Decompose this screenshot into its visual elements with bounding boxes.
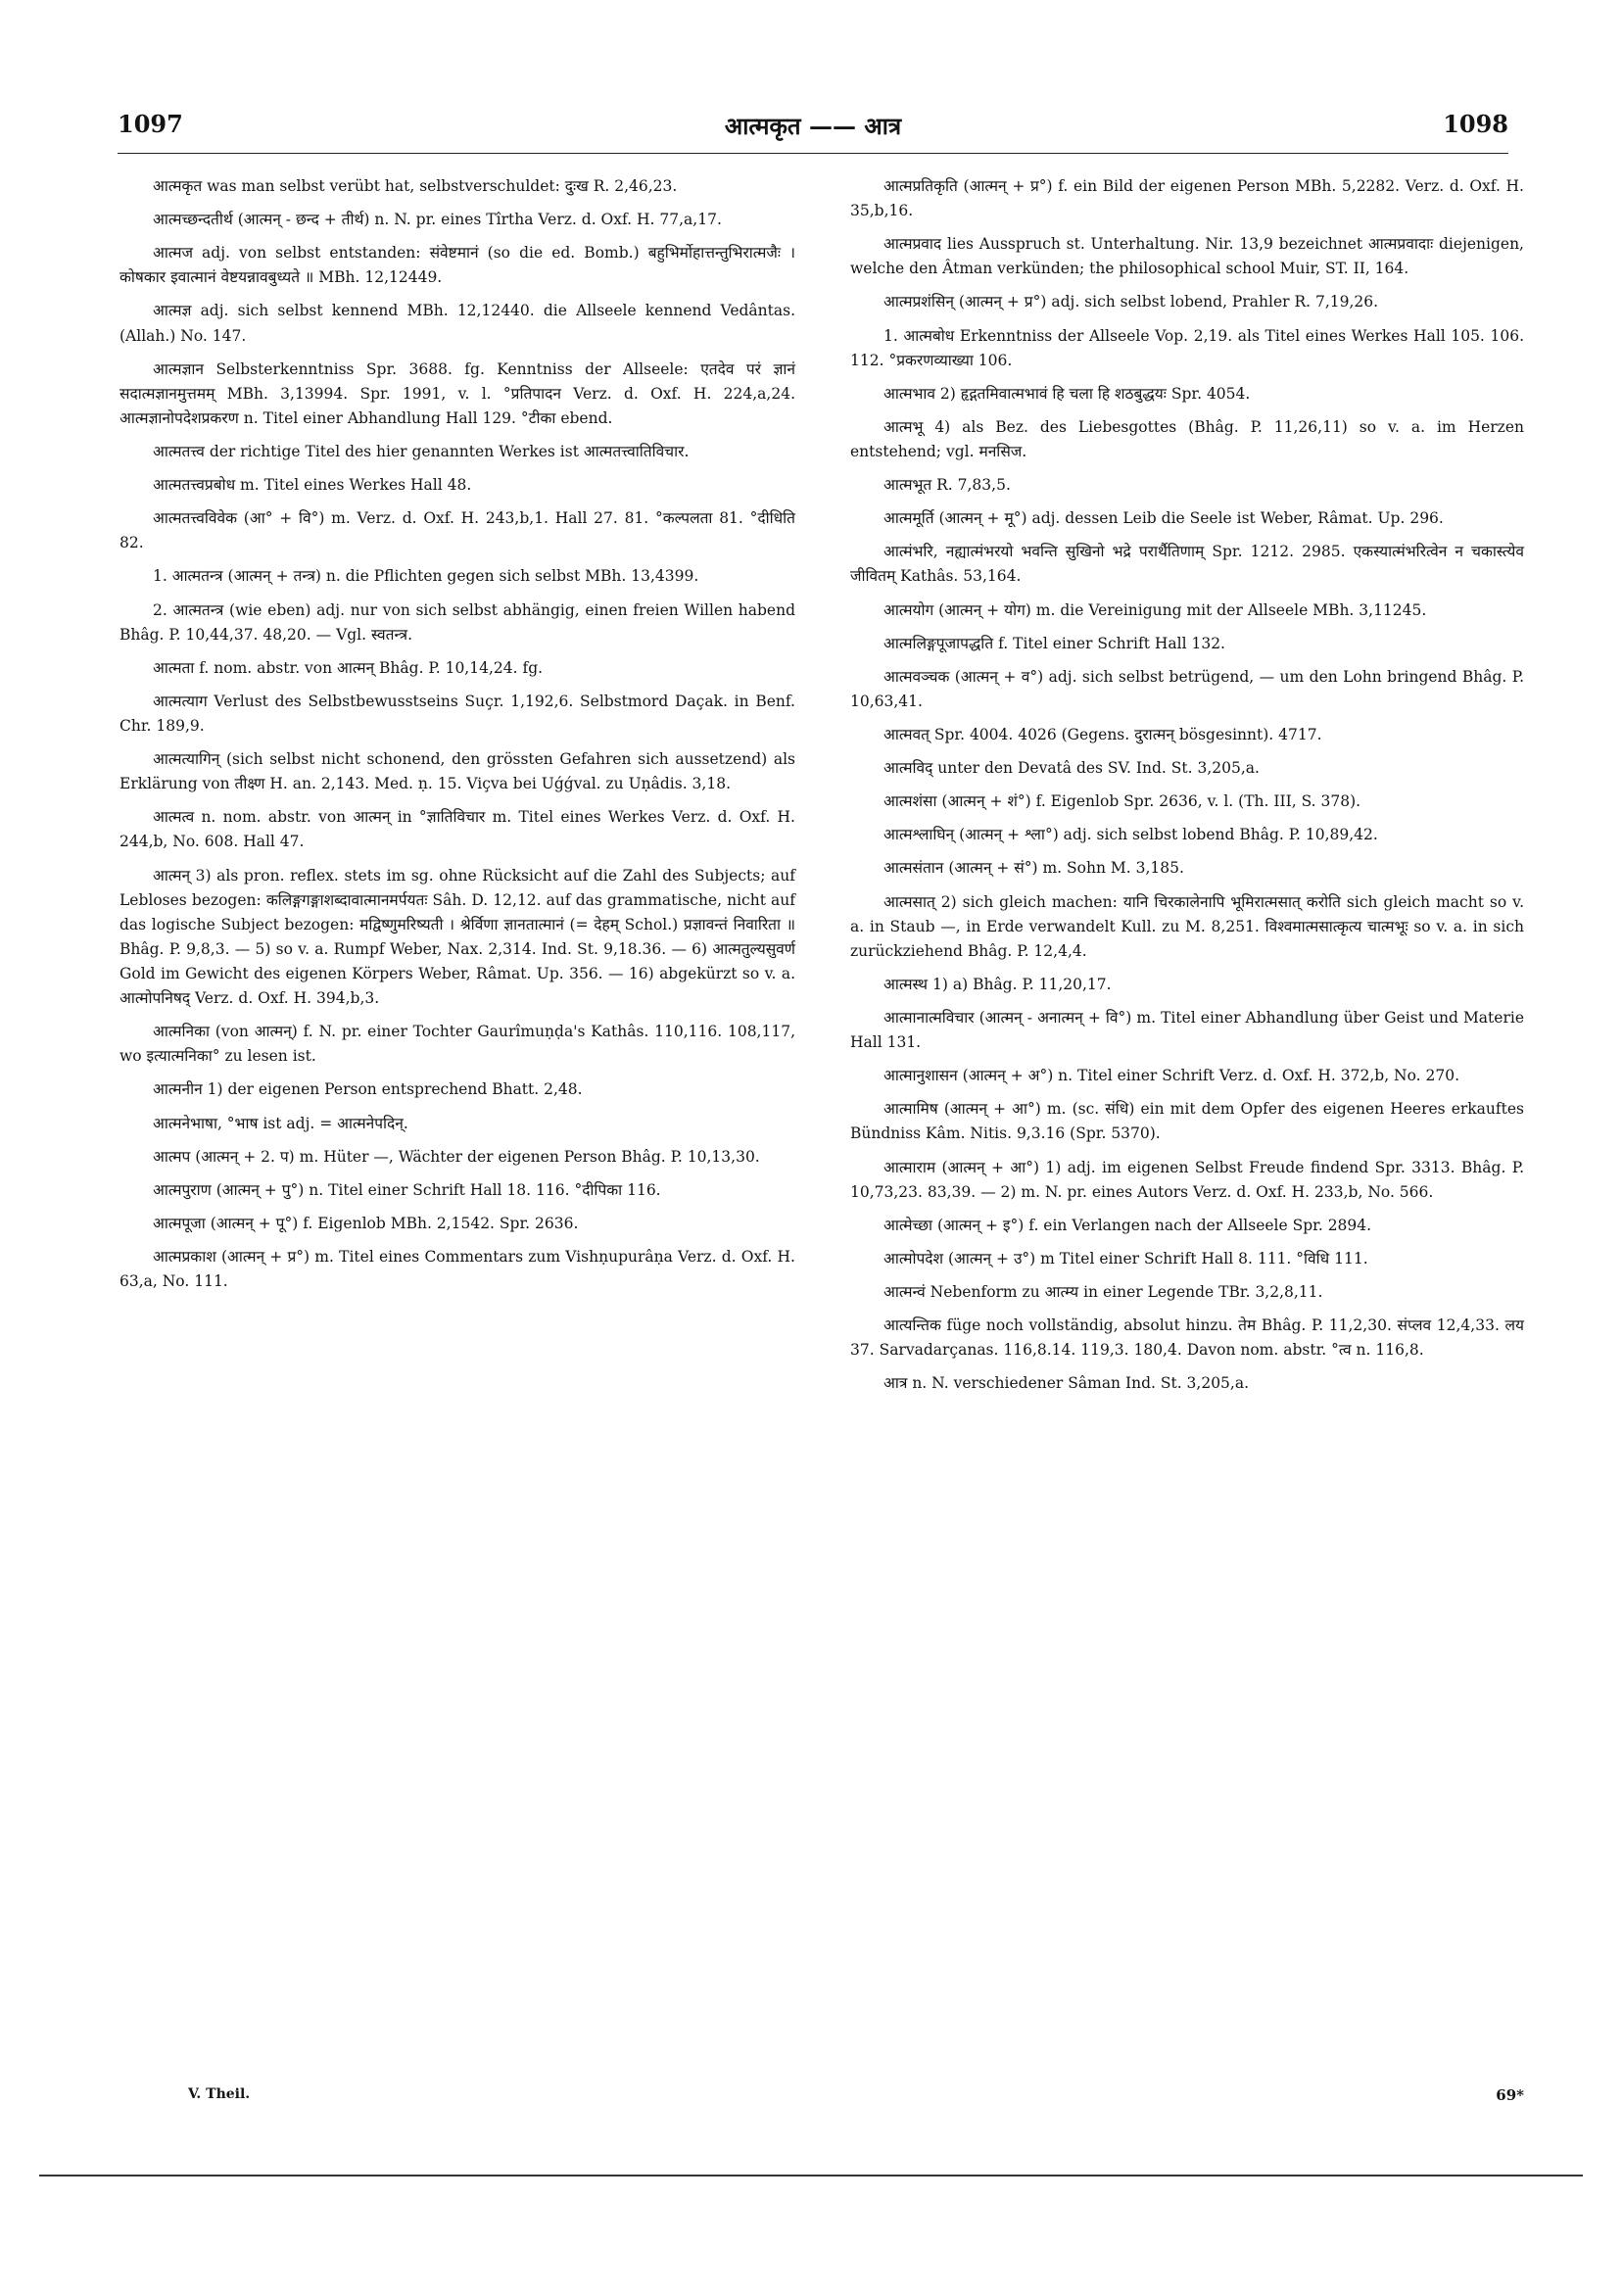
dictionary-entry: 2. आत्मतन्त्र (wie eben) adj. nur von sich selbst abhängig, einen freien Willen habend Bhâg. P. 10,44,37. 48,20. — Vgl. स्वतन्त्र. — [119, 600, 795, 644]
dictionary-entry: आत्मश्लाघिन् (आत्मन् + श्ला°) adj. sich selbst lobend Bhâg. P. 10,89,42. — [883, 826, 1378, 844]
header-rule — [118, 153, 1508, 154]
signature-mark: 69* — [1496, 2086, 1524, 2104]
dictionary-entry: आत्मसंतान (आत्मन् + सं°) m. Sohn M. 3,185. — [883, 859, 1184, 878]
dictionary-entry: आत्मप (आत्मन् + 2. प) m. Hüter —, Wächter der eigenen Person Bhâg. P. 10,13,30. — [153, 1147, 760, 1166]
running-head: आत्मकृत —— आत्र — [724, 112, 902, 140]
dictionary-entry: आत्ममूर्ति (आत्मन् + मू°) adj. dessen Leib die Seele ist Weber, Râmat. Up. 296. — [883, 509, 1444, 528]
dictionary-entry: आत्मनिका (von आत्मन्) f. N. pr. einer Tochter Gaurîmuṇḍa's Kathâs. 110,116. 108,117, wo इत्यात्मनिका° zu lesen ist. — [119, 1023, 795, 1066]
dictionary-entry: आत्मकृत was man selbst verübt hat, selbstverschuldet: दुःख R. 2,46,23. — [153, 177, 678, 195]
dictionary-entry: आत्मज adj. von selbst entstanden: संवेष्टमानं (so die ed. Bomb.) बहुभिर्मोहात्तन्तुभिरात्मजैः । कोषकार इवात्मानं वेष्टयन्नावबुध्यते ॥ MBh. 12,12449. — [119, 244, 795, 287]
dictionary-entry: आत्मंभरि, नह्यात्मंभरयो भवन्ति सुखिनो भद्रे परार्थैतिणाम् Spr. 1212. 2985. एकस्यात्मंभरित्वेन न चकास्त्येव जीवितम् Kathâs. 53,164. — [850, 543, 1524, 586]
dictionary-entry: आत्मानात्मविचार (आत्मन् - अनात्मन् + वि°) m. Titel einer Abhandlung über Geist und Materie Hall 131. — [850, 1008, 1524, 1052]
dictionary-entry: आत्मतत्त्वविवेक (आ° + वि°) m. Verz. d. Oxf. H. 243,b,1. Hall 27. 81. °कल्पलता 81. °दीधिति 82. — [119, 509, 795, 552]
dictionary-entry: आत्यन्तिक füge noch vollständig, absolut hinzu. तेम Bhâg. P. 11,2,30. संप्लव 12,4,33. लय 37. Sarvadarçanas. 116,8.14. 119,3. 180,4. Davon nom. abstr. °त्व n. 116,8. — [850, 1316, 1524, 1360]
dictionary-entry: आत्मलिङ्गपूजापद्धति f. Titel einer Schrift Hall 132. — [883, 634, 1225, 652]
dictionary-entry: आत्मभाव 2) हृद्गतमिवात्मभावं हि चला हि शठबुद्धयः Spr. 4054. — [883, 384, 1251, 403]
dictionary-entry: आत्मतत्त्वप्रबोध m. Titel eines Werkes Hall 48. — [153, 476, 472, 495]
dictionary-entry: आत्मभू 4) als Bez. des Liebesgottes (Bhâg. P. 11,26,11) so v. a. im Herzen entstehend; vgl. मनसिज. — [850, 417, 1524, 460]
dictionary-entry: आत्मामिष (आत्मन् + आ°) m. (sc. संधि) ein mit dem Opfer des eigenen Heeres erkauftes Bündniss Kâm. Nitis. 9,3.16 (Spr. 5370). — [850, 1100, 1524, 1143]
dictionary-entry: आत्मन् 3) als pron. reflex. stets im sg. ohne Rücksicht auf die Zahl des Subjects; auf Lebloses bezogen: कलिङ्गगङ्गाशब्दावात्मानमर्पयतः Sâh. D. 12,12. auf das grammatische, nicht auf das logische Subject bezogen: मद्विष्णुमरिष्यती । श्रेर्विणा ज्ञानतात्मानं (= देहम् Schol.) प्रज्ञावन्तं निवारिता ॥ Bhâg. P. 9,8,3. — 5) so v. a. Rumpf Weber, Nax. 2,314. Ind. St. 9,18.36. — 6) आत्मतुल्यसुवर्ण Gold im Gewicht des eigenen Körpers Weber, Râmat. Up. 356. — 16) abgekürzt so v. a. आत्मोपनिषद् Verz. d. Oxf. H. 394,b,3. — [119, 866, 795, 1008]
left-column — [119, 174, 795, 1303]
dictionary-entry: आत्मता f. nom. abstr. von आत्मन् Bhâg. P. 10,14,24. fg. — [153, 658, 544, 677]
dictionary-entry: आत्मत्याग Verlust des Selbstbewusstseins Suçr. 1,192,6. Selbstmord Daçak. in Benf. Chr. 189,9. — [119, 692, 795, 735]
dictionary-entry: आत्मत्व n. nom. abstr. von आत्मन् in °ज्ञातिविचार m. Titel eines Werkes Verz. d. Oxf. H. 244,b, No. 608. Hall 47. — [119, 808, 795, 851]
dictionary-entry: आत्मपुराण (आत्मन् + पु°) n. Titel einer Schrift Hall 18. 116. °दीपिका 116. — [153, 1180, 661, 1199]
dictionary-entry: आत्मयोग (आत्मन् + योग) m. die Vereinigung mit der Allseele MBh. 3,11245. — [883, 600, 1427, 619]
dictionary-entry: 1. आत्मबोध Erkenntniss der Allseele Vop. 2,19. als Titel eines Werkes Hall 105. 106. 112. °प्रकरणव्याख्या 106. — [850, 326, 1524, 369]
dictionary-entry: आत्र n. N. verschiedener Sâman Ind. St. 3,205,a. — [883, 1374, 1250, 1393]
dictionary-entry: आत्मत्यागिन् (sich selbst nicht schonend, den grössten Gefahren sich aussetzend) als Erklärung von तीक्ष्ण H. an. 2,143. Med. ṇ. 15. Viçva bei Uǵǵval. zu Uṇâdis. 3,18. — [119, 750, 795, 793]
dictionary-entry: आत्मवञ्चक (आत्मन् + व°) adj. sich selbst betrügend, — um den Lohn bringend Bhâg. P. 10,63,41. — [850, 667, 1524, 710]
dictionary-entry: आत्मन्वं Nebenform zu आत्म्य in einer Legende TBr. 3,2,8,11. — [883, 1282, 1323, 1301]
dictionary-entry: आत्मप्रशंसिन् (आत्मन् + प्र°) adj. sich selbst lobend, Prahler R. 7,19,26. — [883, 293, 1379, 311]
dictionary-entry: आत्मतत्त्व der richtige Titel des hier genannten Werkes ist आत्मतत्त्वातिविचार. — [153, 442, 690, 460]
dictionary-entry: आत्मनीन 1) der eigenen Person entsprechend Bhatt. 2,48. — [153, 1080, 583, 1099]
dictionary-entry: आत्मच्छन्दतीर्थ (आत्मन् - छन्द + तीर्थ) n. N. pr. eines Tîrtha Verz. d. Oxf. H. 77,a,17. — [153, 211, 722, 229]
dictionary-entry: आत्मोपदेश (आत्मन् + उ°) m Titel einer Schrift Hall 8. 111. °विधि 111. — [883, 1249, 1368, 1268]
dictionary-entry: आत्माराम (आत्मन् + आ°) 1) adj. im eigenen Selbst Freude findend Spr. 3313. Bhâg. P. 10,73,23. 83,39. — 2) m. N. pr. eines Autors Verz. d. Oxf. H. 233,b, No. 566. — [850, 1158, 1524, 1201]
dictionary-entry: आत्मानुशासन (आत्मन् + अ°) n. Titel einer Schrift Verz. d. Oxf. H. 372,b, No. 270. — [883, 1067, 1460, 1085]
dictionary-entry: आत्मसात् 2) sich gleich machen: यानि चिरकालेनापि भूमिरात्मसात् करोति sich gleich macht so v. a. in Staub —, in Erde verwandelt Kull. zu M. 8,251. विश्वमात्मसात्कृत्य चात्मभूः so v. a. in sich zurückziehend Bhâg. P. 12,4,4. — [850, 892, 1524, 960]
page-number-right: 1098 — [1443, 110, 1508, 138]
page-number-left: 1097 — [118, 110, 183, 138]
dictionary-entry: आत्मेच्छा (आत्मन् + इ°) f. ein Verlangen nach der Allseele Spr. 2894. — [883, 1216, 1372, 1234]
right-column — [850, 174, 1524, 1405]
dictionary-entry: आत्मप्रकाश (आत्मन् + प्र°) m. Titel eines Commentars zum Vishṇupurâṇa Verz. d. Oxf. H. 63,a, No. 111. — [119, 1247, 795, 1291]
dictionary-entry: आत्मज्ञान Selbsterkenntniss Spr. 3688. fg. Kenntniss der Allseele: एतदेव परं ज्ञानं सदात्मज्ञानमुत्तमम् MBh. 3,13994. Spr. 1991, v. l. °प्रतिपादन Verz. d. Oxf. H. 224,a,24. आत्मज्ञानोपदेशप्रकरण n. Titel einer Abhandlung Hall 129. °टीका ebend. — [119, 359, 795, 427]
dictionary-entry: आत्मनेभाषा, °भाष ist adj. = आत्मनेपदिन्. — [153, 1114, 408, 1132]
dictionary-entry: आत्मस्थ 1) a) Bhâg. P. 11,20,17. — [883, 975, 1112, 993]
volume-note: V. Theil. — [188, 2086, 251, 2102]
bottom-rule — [39, 2175, 1583, 2176]
dictionary-entry: आत्मभूत R. 7,83,5. — [883, 476, 1011, 495]
dictionary-entry: आत्मपूजा (आत्मन् + पू°) f. Eigenlob MBh. 2,1542. Spr. 2636. — [153, 1214, 579, 1232]
dictionary-entry: आत्मप्रवाद lies Ausspruch st. Unterhaltung. Nir. 13,9 bezeichnet आत्मप्रवादाः diejenigen, welche den Âtman verkünden; the philosophical school Muir, ST. II, 164. — [850, 235, 1524, 278]
dictionary-entry: आत्मज्ञ adj. sich selbst kennend MBh. 12,12440. die Allseele kennend Vedântas. (Allah.) No. 147. — [119, 302, 795, 345]
dictionary-entry: आत्मविद् unter den Devatâ des SV. Ind. St. 3,205,a. — [883, 759, 1260, 778]
dictionary-entry: आत्मवत् Spr. 4004. 4026 (Gegens. दुरात्मन् bösgesinnt). 4717. — [883, 725, 1322, 743]
dictionary-entry: 1. आत्मतन्त्र (आत्मन् + तन्त्र) n. die Pflichten gegen sich selbst MBh. 13,4399. — [153, 567, 699, 586]
dictionary-entry: आत्मशंसा (आत्मन् + शं°) f. Eigenlob Spr. 2636, v. l. (Th. III, S. 378). — [883, 792, 1361, 811]
dictionary-entry: आत्मप्रतिकृति (आत्मन् + प्र°) f. ein Bild der eigenen Person MBh. 5,2282. Verz. d. Oxf. H. 35,b,16. — [850, 177, 1524, 220]
page-header — [118, 110, 1508, 149]
